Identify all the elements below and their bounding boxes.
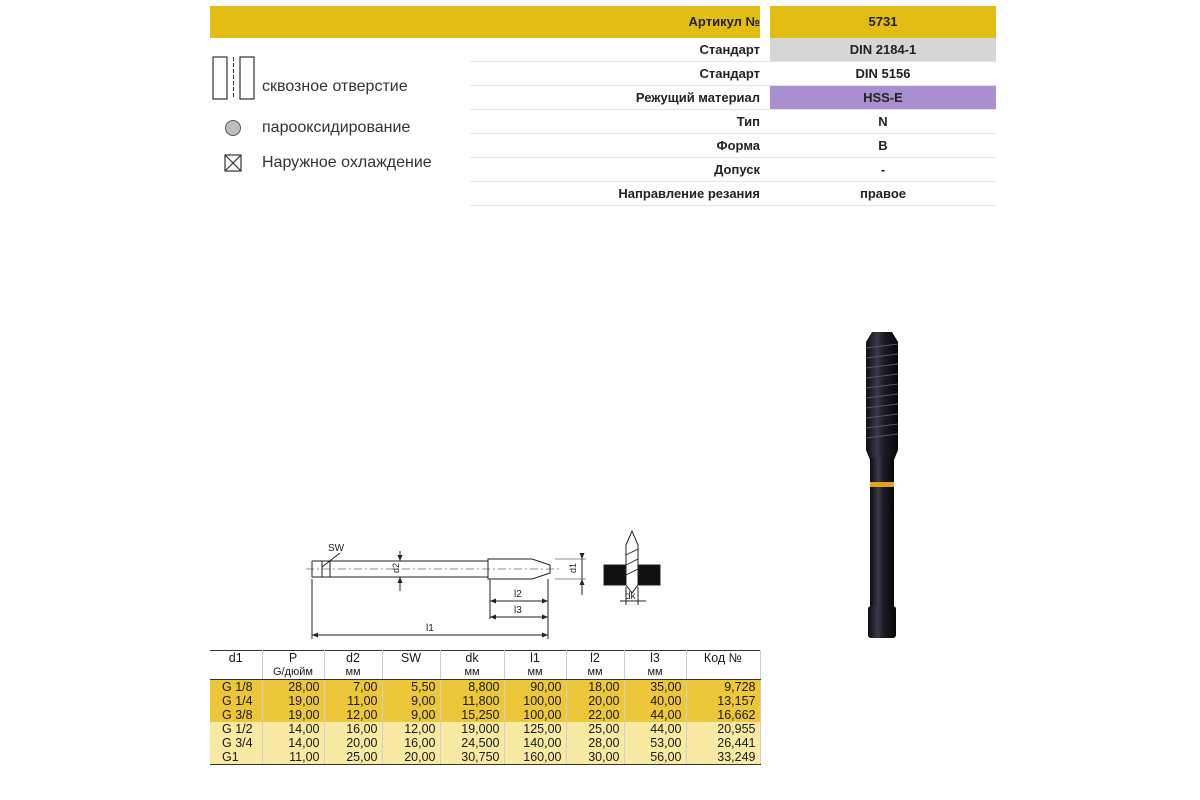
table-cell: 19,00 (262, 694, 324, 708)
table-cell: 56,00 (624, 750, 686, 765)
external-cooling-icon (224, 154, 242, 172)
spec-value: DIN 5156 (855, 66, 911, 81)
unit-cell: мм (504, 665, 566, 680)
table-row (210, 722, 760, 736)
table-row (210, 708, 760, 722)
table-cell: 7,00 (324, 680, 382, 695)
dimensions-table (210, 650, 761, 765)
spec-row-divider (470, 205, 996, 206)
spec-value: - (880, 162, 886, 177)
table-row (210, 694, 760, 708)
unit-cell: мм (324, 665, 382, 680)
column-header: dk (440, 651, 504, 666)
unit-cell: мм (440, 665, 504, 680)
label-l3: l3 (514, 605, 522, 616)
table-cell: 20,00 (324, 736, 382, 750)
legend-external-cooling: Наружное охлаждение (262, 154, 432, 171)
column-header: SW (382, 651, 440, 666)
table-cell: 90,00 (504, 680, 566, 695)
table-cell: G 1/2 (210, 722, 262, 736)
steam-oxide-icon (224, 119, 242, 137)
spec-label: Стандарт (699, 66, 760, 81)
table-cell: 100,00 (504, 694, 566, 708)
tap-dimension-drawing (300, 525, 670, 645)
label-d1: d1 (568, 562, 578, 573)
column-header: l3 (624, 651, 686, 666)
table-cell: 16,00 (382, 736, 440, 750)
column-header: l2 (566, 651, 624, 666)
table-cell: 13,157 (686, 694, 760, 708)
table-cell: 5,50 (382, 680, 440, 695)
table-cell: 44,00 (624, 722, 686, 736)
spec-value: DIN 2184-1 (770, 38, 996, 62)
table-cell: 160,00 (504, 750, 566, 765)
table-cell: 30,00 (566, 750, 624, 765)
table-cell: 35,00 (624, 680, 686, 695)
spec-label: Тип (736, 114, 760, 129)
table-cell: 9,00 (382, 694, 440, 708)
through-hole-icon (212, 56, 256, 102)
table-cell: 25,00 (324, 750, 382, 765)
table-cell: 12,00 (324, 708, 382, 722)
table-row (210, 680, 760, 695)
label-l1: l1 (426, 623, 434, 634)
unit-cell: мм (624, 665, 686, 680)
spec-row (210, 38, 996, 62)
table-cell: 19,000 (440, 722, 504, 736)
article-value: 5731 (770, 6, 996, 38)
table-cell: G 3/8 (210, 708, 262, 722)
table-cell: 30,750 (440, 750, 504, 765)
table-cell: 28,00 (566, 736, 624, 750)
table-cell: 44,00 (624, 708, 686, 722)
label-l2: l2 (514, 589, 522, 600)
table-cell: G 1/8 (210, 680, 262, 695)
label-dk: dk (625, 591, 636, 602)
spec-table (210, 6, 996, 206)
table-body (210, 680, 760, 765)
unit-cell (382, 665, 440, 680)
spec-label: Стандарт (699, 42, 760, 57)
table-cell: 33,249 (686, 750, 760, 765)
table-units-row (210, 665, 760, 680)
spec-value: B (878, 138, 888, 153)
spec-row (210, 182, 996, 206)
label-d2: d2 (391, 562, 401, 573)
table-cell: 22,00 (566, 708, 624, 722)
table-cell: 12,00 (382, 722, 440, 736)
table-cell: 11,00 (324, 694, 382, 708)
table-cell: G 1/4 (210, 694, 262, 708)
table-cell: 11,800 (440, 694, 504, 708)
table-cell: 18,00 (566, 680, 624, 695)
table-cell: 100,00 (504, 708, 566, 722)
table-cell: 53,00 (624, 736, 686, 750)
table-cell: 28,00 (262, 680, 324, 695)
article-label: Артикул № (688, 14, 760, 29)
table-cell: 20,00 (382, 750, 440, 765)
table-cell: 24,500 (440, 736, 504, 750)
table-cell: G1 (210, 750, 262, 765)
legend-steam-oxide: парооксидирование (262, 119, 411, 136)
table-cell: 25,00 (566, 722, 624, 736)
spec-value: HSS-E (770, 86, 996, 110)
table-header-row (210, 651, 760, 666)
column-header: l1 (504, 651, 566, 666)
table-row (210, 750, 760, 765)
unit-cell (686, 665, 760, 680)
tap-product-image (858, 332, 906, 642)
spec-label: Форма (716, 138, 760, 153)
table-cell: 26,441 (686, 736, 760, 750)
table-cell: 15,250 (440, 708, 504, 722)
table-cell: 140,00 (504, 736, 566, 750)
table-row (210, 736, 760, 750)
spec-value: правое (859, 186, 906, 201)
column-header: P (262, 651, 324, 666)
unit-cell (210, 665, 262, 680)
table-cell: 11,00 (262, 750, 324, 765)
spec-header-row (210, 6, 996, 38)
table-cell: 14,00 (262, 722, 324, 736)
table-cell: 16,662 (686, 708, 760, 722)
spec-label: Допуск (714, 162, 760, 177)
unit-cell: мм (566, 665, 624, 680)
column-header: d2 (324, 651, 382, 666)
table-cell: 16,00 (324, 722, 382, 736)
spec-value: N (878, 114, 888, 129)
table-cell: 9,728 (686, 680, 760, 695)
label-sw: SW (328, 543, 345, 554)
table-cell: 8,800 (440, 680, 504, 695)
table-cell: 125,00 (504, 722, 566, 736)
table-cell: 20,955 (686, 722, 760, 736)
column-header: Код № (686, 651, 760, 666)
unit-cell: G/дюйм (262, 665, 324, 680)
column-header: d1 (210, 651, 262, 666)
table-cell: 20,00 (566, 694, 624, 708)
table-cell: 19,00 (262, 708, 324, 722)
table-cell: G 3/4 (210, 736, 262, 750)
legend-through-hole: сквозное отверстие (262, 78, 408, 95)
table-cell: 9,00 (382, 708, 440, 722)
table-cell: 14,00 (262, 736, 324, 750)
table-cell: 40,00 (624, 694, 686, 708)
spec-label: Направление резания (618, 186, 760, 201)
spec-label: Режущий материал (635, 90, 760, 105)
